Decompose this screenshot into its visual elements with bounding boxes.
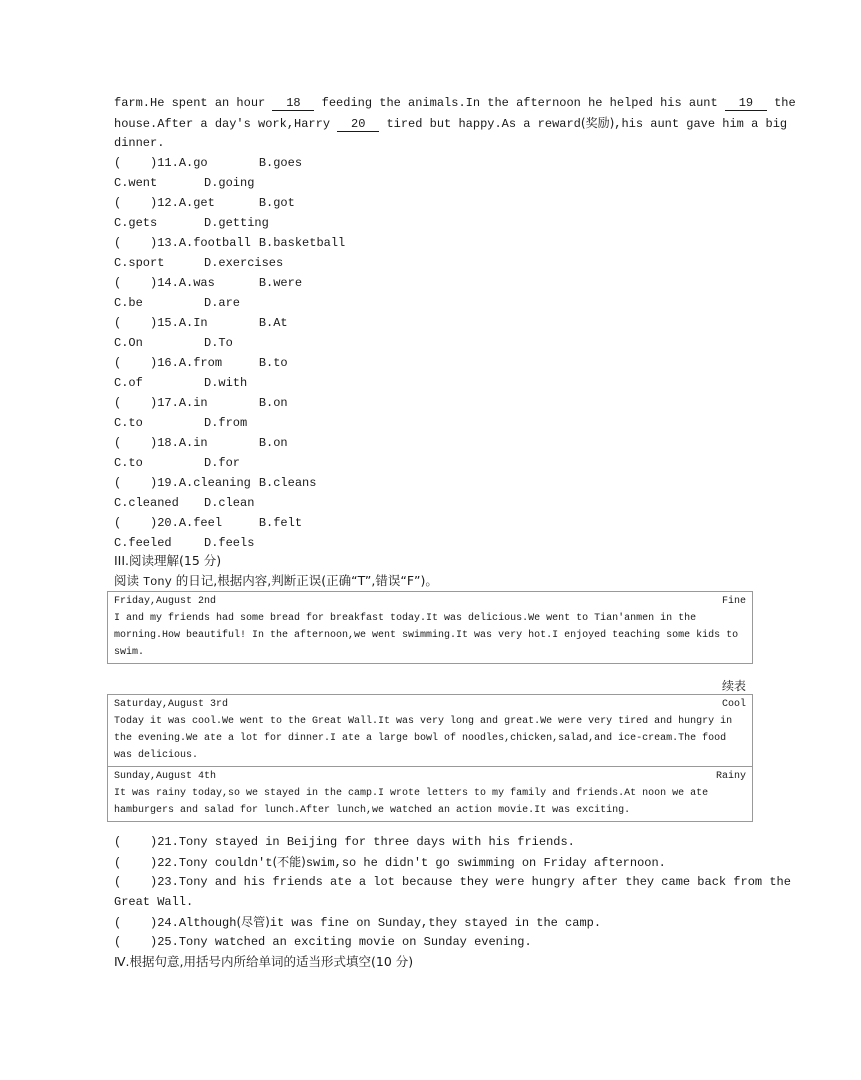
blank-20[interactable]: 20 [337, 117, 379, 132]
diary-date: Sunday,August 4th [114, 771, 217, 782]
question-number: )20. [150, 516, 179, 530]
option-c[interactable]: C.went [114, 176, 158, 190]
option-a[interactable]: A.was [178, 276, 215, 290]
passage-text: house.After a day's work,Harry [114, 117, 338, 131]
section-3-title [114, 551, 221, 571]
option-d[interactable]: D.feels [204, 536, 255, 550]
mc-question-line [114, 253, 283, 273]
option-a[interactable]: A.in [178, 396, 208, 410]
option-b[interactable]: B.felt [258, 516, 303, 530]
option-c[interactable]: C.feeled [114, 536, 172, 550]
section-number: III. [114, 553, 130, 568]
mc-question-line [114, 473, 316, 493]
section-4-title [114, 952, 413, 972]
tf-question-25 [114, 932, 532, 952]
question-text: )24.Although [150, 916, 237, 930]
section-title-text: 阅读理解(15 分) [129, 553, 222, 568]
answer-paren[interactable]: ( [114, 236, 151, 250]
answer-paren[interactable]: ( [114, 875, 151, 889]
mc-question-line [114, 353, 288, 373]
question-number: )14. [150, 276, 179, 290]
question-number: )13. [150, 236, 179, 250]
diary-date: Friday,August 2nd [114, 596, 217, 607]
option-b[interactable]: B.cleans [258, 476, 317, 490]
question-text: )22.Tony couldn't [150, 856, 273, 870]
question-text: )23.Tony and his friends ate a lot because they were hungry after they came back from the [150, 875, 791, 889]
mc-question-line [114, 513, 302, 533]
passage-text: the [766, 96, 796, 110]
option-b[interactable]: B.At [258, 316, 288, 330]
mc-question-line [114, 333, 233, 353]
option-b[interactable]: B.were [258, 276, 303, 290]
question-gloss: (尽管) [236, 915, 270, 929]
option-b[interactable]: B.to [258, 356, 288, 370]
tf-question-23 [114, 872, 791, 892]
continued-label: 续表 [722, 679, 747, 693]
option-d[interactable]: D.To [204, 336, 233, 350]
question-text: )21.Tony stayed in Beijing for three days with his friends. [150, 835, 575, 849]
mc-question-line [114, 393, 288, 413]
question-text: swim,so he didn't go swimming on Friday afternoon. [305, 856, 666, 870]
question-text: )25.Tony watched an exciting movie on Sunday evening. [150, 935, 532, 949]
mc-question-line [114, 273, 302, 293]
option-a[interactable]: A.go [178, 156, 208, 170]
answer-paren[interactable]: ( [114, 356, 151, 370]
mc-question-line [114, 413, 247, 433]
question-number: )12. [150, 196, 179, 210]
passage-text: ,his aunt gave him a big [614, 117, 788, 131]
instruction-text: 的日记,根据内容,判断正误(正确“T”,错误“F”)。 [171, 573, 438, 588]
answer-paren[interactable]: ( [114, 516, 151, 530]
mc-question-line [114, 493, 254, 513]
option-a[interactable]: A.in [178, 436, 208, 450]
answer-paren[interactable]: ( [114, 916, 151, 930]
passage-gloss: (奖励) [580, 116, 615, 130]
diary-row-saturday [108, 695, 752, 766]
option-c[interactable]: C.sport [114, 256, 165, 270]
option-d[interactable]: D.are [204, 296, 241, 310]
option-a[interactable]: A.from [178, 356, 223, 370]
diary-weather: Cool [721, 699, 746, 710]
passage-text: farm.He spent an hour [114, 96, 273, 110]
option-d[interactable]: D.from [204, 416, 248, 430]
diary-entry: Today it was cool.We went to the Great Wall.It was very long and great.We were very tired and hungry in the evening.We ate a lot for dinner.I ate a large bowl of noodles,chicken,salad,and ice-cream.The food was delicious. [114, 716, 733, 761]
answer-paren[interactable]: ( [114, 835, 151, 849]
option-a[interactable]: A.get [178, 196, 215, 210]
answer-paren[interactable]: ( [114, 196, 151, 210]
option-c[interactable]: C.gets [114, 216, 158, 230]
mc-question-line [114, 453, 240, 473]
option-a[interactable]: A.feel [178, 516, 223, 530]
tf-question-21 [114, 832, 575, 852]
mc-question-line [114, 213, 269, 233]
question-number: )18. [150, 436, 179, 450]
option-c[interactable]: C.to [114, 416, 143, 430]
passage-line-1 [114, 93, 796, 113]
option-c[interactable]: C.of [114, 376, 143, 390]
option-b[interactable]: B.basketball [258, 236, 346, 250]
option-d[interactable]: D.with [204, 376, 248, 390]
option-c[interactable]: C.cleaned [114, 496, 179, 510]
tf-question-23-cont: Great Wall. [114, 895, 194, 909]
diary-weather: Rainy [715, 771, 746, 782]
option-b[interactable]: B.got [258, 196, 295, 210]
option-a[interactable]: A.In [178, 316, 208, 330]
option-d[interactable]: D.getting [204, 216, 269, 230]
answer-paren[interactable]: ( [114, 935, 151, 949]
diary-weather: Fine [721, 596, 746, 607]
diary-table-1 [107, 591, 753, 664]
passage-text: feeding the animals.In the afternoon he helped his aunt [314, 96, 725, 110]
mc-question-line [114, 313, 288, 333]
question-number: )16. [150, 356, 179, 370]
blank-18[interactable]: 18 [272, 96, 314, 111]
section-title-text: 根据句意,用括号内所给单词的适当形式填空(10 分) [129, 954, 414, 969]
tf-question-22 [114, 852, 666, 873]
blank-19[interactable]: 19 [725, 96, 767, 111]
diary-date: Saturday,August 3rd [114, 699, 229, 710]
mc-question-line [114, 373, 247, 393]
answer-paren[interactable]: ( [114, 856, 151, 870]
question-number: )15. [150, 316, 179, 330]
instruction-name: Tony [142, 575, 172, 589]
diary-row-header [114, 593, 746, 610]
question-number: )19. [150, 476, 179, 490]
mc-question-line [114, 293, 240, 313]
option-b[interactable]: B.on [258, 436, 288, 450]
option-b[interactable]: B.goes [258, 156, 303, 170]
tf-question-24 [114, 912, 601, 933]
passage-text: tired but happy.As a reward [379, 117, 581, 131]
section-3-instruction [114, 571, 438, 592]
diary-entry: It was rainy today,so we stayed in the camp.I wrote letters to my family and friends.At noon we ate hamburgers and salad for lunch.After lunch,we watched an action movie.It was exciting. [114, 788, 709, 816]
option-a[interactable]: A.cleaning [178, 476, 251, 490]
answer-paren[interactable]: ( [114, 156, 151, 170]
question-number: )11. [150, 156, 179, 170]
diary-entry: I and my friends had some bread for breakfast today.It was delicious.We went to Tian'anmen in the morning.How beautiful! In the afternoon,we went swimming.It was very hot.I enjoyed teaching some kids to swim. [114, 613, 739, 658]
mc-question-line [114, 173, 254, 193]
option-d[interactable]: D.going [204, 176, 255, 190]
section-number: Ⅳ. [114, 954, 130, 969]
mc-question-line [114, 233, 345, 253]
option-b[interactable]: B.on [258, 396, 288, 410]
question-number: )17. [150, 396, 179, 410]
answer-paren[interactable]: ( [114, 396, 151, 410]
mc-question-line [114, 533, 254, 553]
diary-row-header [114, 768, 746, 785]
instruction-text: 阅读 [114, 573, 143, 588]
question-gloss: (不能) [272, 855, 306, 869]
option-c[interactable]: C.be [114, 296, 143, 310]
diary-table-2 [107, 694, 753, 822]
mc-question-line [114, 193, 295, 213]
option-c[interactable]: C.to [114, 456, 143, 470]
mc-question-line [114, 433, 288, 453]
option-c[interactable]: C.On [114, 336, 143, 350]
answer-paren[interactable]: ( [114, 276, 151, 290]
diary-row-header [114, 696, 746, 713]
question-text: it was fine on Sunday,they stayed in the camp. [269, 916, 602, 930]
passage-line-2 [114, 113, 787, 134]
answer-paren[interactable]: ( [114, 436, 151, 450]
option-a[interactable]: A.football [178, 236, 251, 250]
option-d[interactable]: D.for [204, 456, 241, 470]
diary-row-friday [108, 592, 752, 663]
option-d[interactable]: D.exercises [204, 256, 284, 270]
answer-paren[interactable]: ( [114, 476, 151, 490]
option-d[interactable]: D.clean [204, 496, 255, 510]
passage-line-3: dinner. [114, 136, 165, 150]
answer-paren[interactable]: ( [114, 316, 151, 330]
mc-question-line [114, 153, 302, 173]
diary-row-sunday [108, 766, 752, 821]
